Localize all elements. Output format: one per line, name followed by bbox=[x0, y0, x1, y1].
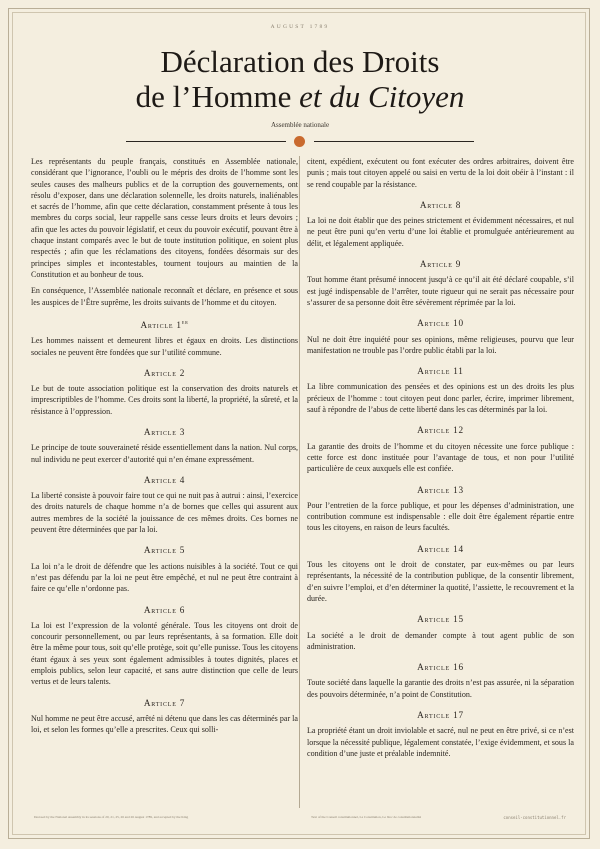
article-text: Toute société dans laquelle la garantie des droits n’est pas assurée, ni la séparation des pouvoirs déterminée, n’a point de Constitution. bbox=[307, 678, 574, 699]
title-line-1: Déclaration des Droits bbox=[160, 44, 440, 79]
right-rule bbox=[314, 141, 474, 142]
article-heading: Article 14 bbox=[417, 543, 464, 554]
article-text: Les hommes naissent et demeurent libres et égaux en droits. Les distinctions sociales ne peuvent être fondées que sur l’utilité commune. bbox=[31, 336, 298, 357]
article-heading: Article 5 bbox=[143, 545, 186, 556]
article-heading: Article 3 bbox=[143, 427, 186, 437]
article-text: La libre communication des pensées et des opinions est un des droits les plus précieux de l’homme : tout citoyen peut donc parler, écrire, imprimer librement, sauf à répondre de l’abus de cette liberté dans les cas déterminés par la loi. bbox=[307, 382, 574, 415]
article-heading: Article 2 bbox=[143, 367, 186, 378]
preamble-paragraph-2: En conséquence, l’Assemblée nationale reconnaît et déclare, en présence et sous les auspices de l’Être suprême, les droits suivants de l’homme et du citoyen. bbox=[31, 286, 298, 307]
page-title bbox=[0, 44, 600, 114]
seal-icon bbox=[294, 136, 305, 147]
article-text: Le but de toute association politique est la conservation des droits naturels et imprescriptibles de l’homme. Ces droits sont la liberté, la propriété, la sûreté, et la résistance à l’oppression. bbox=[31, 384, 298, 416]
article-heading: Article 7 bbox=[143, 697, 186, 708]
article-text: La liberté consiste à pouvoir faire tout ce qui ne nuit pas à autrui : ainsi, l’exercice des droits naturels de chaque homme n’a de bornes que celles qui assurent aux autres membres de la société la jouissance de ces mêmes droits. Ces bornes ne peuvent être déterminées que par la loi. bbox=[31, 491, 298, 535]
title-line-2 bbox=[0, 79, 600, 114]
article-text: Tous les citoyens ont le droit de constater, par eux-mêmes ou par leurs représentants, la nécessité de la contribution publique, de la consentir librement, d’en suivre l’emploi, et d’en déterminer la quotité, l’assiette, le recouvrement et la durée. bbox=[307, 560, 574, 603]
article-text: Nul ne doit être inquiété pour ses opinions, même religieuses, pourvu que leur manifestation ne trouble pas l’ordre public établi par la loi. bbox=[307, 334, 574, 355]
article-text: La loi n’a le droit de défendre que les actions nuisibles à la société. Tout ce qui n’est pas défendu par la loi ne peut être empêché, et nul ne peut être contraint à faire ce qu’elle n’ordonne pas. bbox=[31, 561, 298, 594]
right-column bbox=[307, 156, 574, 764]
article-7-continuation: citent, expédient, exécutent ou font exécuter des ordres arbitraires, doivent être punis ; mais tout citoyen appelé ou saisi en vertu de la loi doit obéir à l’instant : il se rend coupable par la résistance. bbox=[307, 157, 574, 189]
footer-decree-note: Decreed by the National Assembly in its sessions of 20, 21, 25, 26 and 26 August 1789, and accepted by the King bbox=[34, 815, 189, 819]
article-heading: Article 13 bbox=[417, 484, 464, 495]
date-kicker: AUGUST 1789 bbox=[270, 24, 330, 30]
article-text: Nul homme ne peut être accusé, arrêté ni détenu que dans les cas déterminés par la loi, et selon les formes qu’elle a prescrites. Ceux qui solli- bbox=[31, 713, 298, 735]
article-text: La loi est l’expression de la volonté générale. Tous les citoyens ont droit de concourir personnellement, ou par leurs représentants, à sa formation. Elle doit être la même pour tous, soit qu’elle protège, soit qu’elle punisse. Tous les citoyens étant égaux à ses yeux sont également admissibles à toutes dignités, places et emplois publics, selon leur capacité, et sans autre distinction que celle de leurs vertus et de leurs talents. bbox=[31, 620, 298, 687]
article-text: La garantie des droits de l’homme et du citoyen nécessite une force publique : cette force est donc instituée pour l’avantage de tous, et non pour l’utilité particulière de ceux auxquels elle est confiée. bbox=[307, 441, 574, 474]
article-heading: Article 15 bbox=[417, 614, 464, 625]
article-heading: Article 16 bbox=[417, 662, 464, 673]
article-heading: Article 8 bbox=[419, 199, 462, 210]
article-heading: Article 4 bbox=[143, 474, 186, 485]
left-rule bbox=[126, 141, 286, 142]
article-text: Le principe de toute souveraineté réside essentiellement dans la nation. Nul corps, nul individu ne peut exercer d’autorité qui n’en émane expressément. bbox=[31, 443, 298, 464]
article-text: La société a le droit de demander compte à tout agent public de son administration. bbox=[307, 630, 574, 651]
article-text: La loi ne doit établir que des peines strictement et évidemment nécessaires, et nul ne peut être puni qu’en vertu d’une loi établie et promulguée antérieurement au délit, et légalement appliquée. bbox=[307, 216, 574, 248]
footer-source-note: Text of the Conseil constitutionnel, La Constitution, Le bloc de constitutionnalité bbox=[311, 815, 422, 819]
article-heading: Article 10 bbox=[417, 318, 464, 329]
title-line-2-italic: et du Citoyen bbox=[299, 79, 465, 114]
article-heading: Article 11 bbox=[417, 366, 464, 377]
article-text: Pour l’entretien de la force publique, et pour les dépenses d’administration, une contribution commune est indispensable : elle doit être également répartie entre tous les citoyens, en raison de leurs facultés. bbox=[307, 500, 574, 533]
left-column bbox=[31, 156, 298, 741]
title-line-2-plain: de l’Homme bbox=[135, 79, 300, 114]
preamble-paragraph-1: Les représentants du peuple français, constitués en Assemblée nationale, considérant que l’ignorance, l’oubli ou le mépris des droits de l’homme sont les seules causes des malheurs publics et de la corruption des gouvernements, ont résolu d’exposer, dans une déclaration solennelle, les droits naturels, inaliénables et sacrés de l’homme, afin que cette déclaration, constamment présente à tous les membres du corps social, leur rappelle sans cesse leurs droits et leurs devoirs ; afin que les actes du pouvoir législatif, et ceux du pouvoir exécutif, pouvant être à chaque instant comparés avec le but de toute institution politique, en soient plus respectés ; afin que les réclamations des citoyens, fondées désormais sur des principes simples et incontestables, tournent toujours au maintien de la Constitution et au bonheur de tous. bbox=[31, 157, 298, 279]
article-heading: Article 17 bbox=[417, 709, 464, 720]
footer-website-link[interactable]: conseil-constitutionnel.fr bbox=[503, 815, 566, 820]
article-heading: Article 12 bbox=[417, 425, 464, 436]
subtitle: Assemblée nationale bbox=[270, 121, 330, 129]
article-text: La propriété étant un droit inviolable et sacré, nul ne peut en être privé, si ce n’est lorsque la nécessité publique, légalement constatée, l’exige évidemment, et sous la condition d’une juste et préalable indemnité. bbox=[307, 726, 574, 758]
article-heading: Article 6 bbox=[143, 604, 186, 615]
column-divider bbox=[299, 156, 300, 808]
article-text: Tout homme étant présumé innocent jusqu’à ce qu’il ait été déclaré coupable, s’il est jugé indispensable de l’arrêter, toute rigueur qui ne serait pas nécessaire pour s’assurer de sa personne doit être sévèrement réprimée par la loi. bbox=[307, 275, 574, 307]
article-heading: Article 1er bbox=[140, 319, 189, 330]
article-heading: Article 9 bbox=[419, 259, 462, 270]
